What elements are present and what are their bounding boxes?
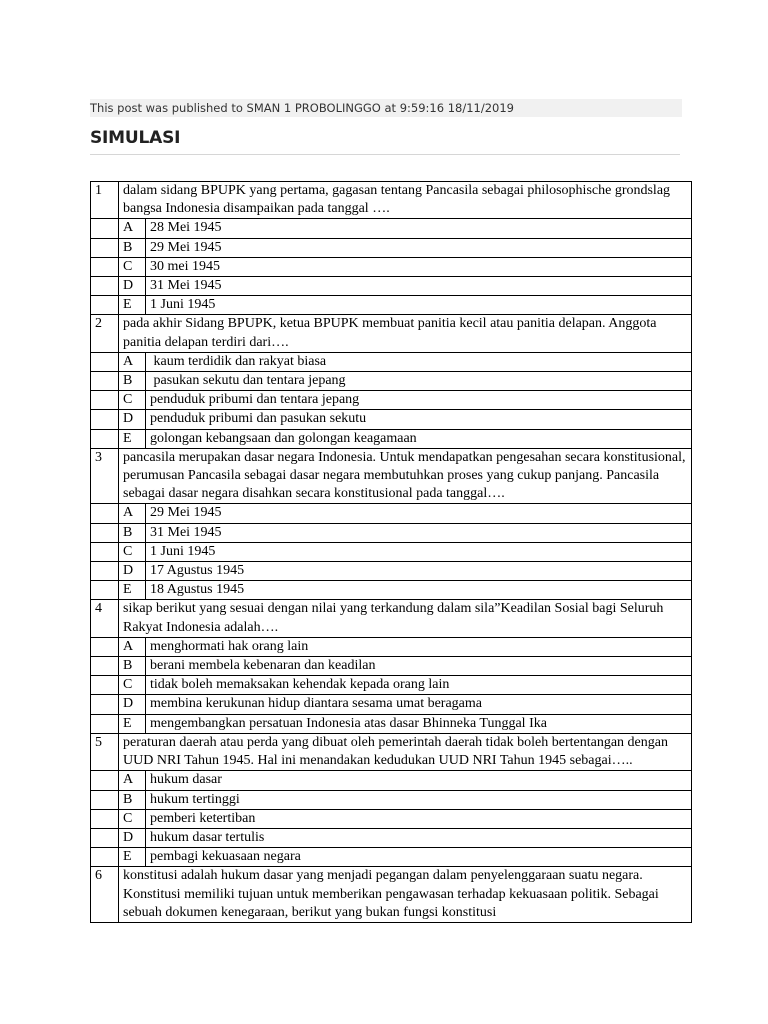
option-row — [91, 257, 692, 276]
question-text: peraturan daerah atau perda yang dibuat oleh pemerintah daerah tidak boleh bertentangan dengan UUD NRI Tahun 1945. Hal ini menandakan kedudukan UUD NRI Tahun 1945 sebagai….. — [119, 733, 692, 770]
option-spacer — [91, 523, 119, 542]
option-row — [91, 848, 692, 867]
option-row — [91, 714, 692, 733]
option-spacer — [91, 391, 119, 410]
option-text: 29 Mei 1945 — [146, 238, 692, 257]
option-letter: D — [119, 410, 146, 429]
option-letter: C — [119, 391, 146, 410]
option-spacer — [91, 257, 119, 276]
option-text: hukum dasar tertulis — [146, 828, 692, 847]
option-text: berani membela kebenaran dan keadilan — [146, 657, 692, 676]
option-spacer — [91, 372, 119, 391]
option-row — [91, 828, 692, 847]
option-letter: D — [119, 828, 146, 847]
option-text: 30 mei 1945 — [146, 257, 692, 276]
option-row — [91, 352, 692, 371]
option-text: 31 Mei 1945 — [146, 277, 692, 296]
option-letter: B — [119, 790, 146, 809]
option-letter: A — [119, 219, 146, 238]
option-letter: B — [119, 238, 146, 257]
option-spacer — [91, 809, 119, 828]
option-text: kaum terdidik dan rakyat biasa — [146, 352, 692, 371]
option-spacer — [91, 542, 119, 561]
option-row — [91, 695, 692, 714]
option-text: penduduk pribumi dan pasukan sekutu — [146, 410, 692, 429]
option-text: pemberi ketertiban — [146, 809, 692, 828]
option-text: tidak boleh memaksakan kehendak kepada orang lain — [146, 676, 692, 695]
question-text: pada akhir Sidang BPUPK, ketua BPUPK membuat panitia kecil atau panitia delapan. Anggota panitia delapan terdiri dari…. — [119, 315, 692, 352]
option-row — [91, 790, 692, 809]
option-row — [91, 391, 692, 410]
questions-table — [90, 181, 692, 923]
option-text: 18 Agustus 1945 — [146, 581, 692, 600]
question-number: 1 — [91, 182, 119, 219]
option-spacer — [91, 277, 119, 296]
question-number: 5 — [91, 733, 119, 770]
option-text: membina kerukunan hidup diantara sesama umat beragama — [146, 695, 692, 714]
option-spacer — [91, 219, 119, 238]
option-letter: A — [119, 771, 146, 790]
option-row — [91, 542, 692, 561]
option-letter: D — [119, 695, 146, 714]
option-text: pasukan sekutu dan tentara jepang — [146, 372, 692, 391]
question-row — [91, 733, 692, 770]
option-row — [91, 504, 692, 523]
question-row — [91, 448, 692, 504]
option-text: penduduk pribumi dan tentara jepang — [146, 391, 692, 410]
option-spacer — [91, 581, 119, 600]
option-spacer — [91, 828, 119, 847]
option-spacer — [91, 657, 119, 676]
option-row — [91, 637, 692, 656]
option-text: 1 Juni 1945 — [146, 542, 692, 561]
option-letter: D — [119, 562, 146, 581]
option-row — [91, 238, 692, 257]
option-row — [91, 410, 692, 429]
option-letter: E — [119, 429, 146, 448]
option-spacer — [91, 695, 119, 714]
option-letter: B — [119, 372, 146, 391]
option-spacer — [91, 848, 119, 867]
option-row — [91, 809, 692, 828]
option-row — [91, 562, 692, 581]
option-spacer — [91, 676, 119, 695]
option-row — [91, 771, 692, 790]
option-letter: B — [119, 523, 146, 542]
question-number: 6 — [91, 867, 119, 923]
option-spacer — [91, 714, 119, 733]
option-letter: D — [119, 277, 146, 296]
option-text: hukum dasar — [146, 771, 692, 790]
question-row — [91, 315, 692, 352]
option-text: hukum tertinggi — [146, 790, 692, 809]
option-text: golongan kebangsaan dan golongan keagamaan — [146, 429, 692, 448]
question-number: 2 — [91, 315, 119, 352]
option-letter: C — [119, 809, 146, 828]
option-spacer — [91, 352, 119, 371]
page-title: SIMULASI — [90, 128, 181, 148]
option-row — [91, 657, 692, 676]
option-spacer — [91, 771, 119, 790]
question-text: sikap berikut yang sesuai dengan nilai yang terkandung dalam sila”Keadilan Sosial bagi Seluruh Rakyat Indonesia adalah…. — [119, 600, 692, 637]
option-letter: C — [119, 676, 146, 695]
option-text: 31 Mei 1945 — [146, 523, 692, 542]
option-spacer — [91, 238, 119, 257]
option-text: pembagi kekuasaan negara — [146, 848, 692, 867]
option-text: 1 Juni 1945 — [146, 296, 692, 315]
option-letter: E — [119, 296, 146, 315]
publish-banner: This post was published to SMAN 1 PROBOLINGGO at 9:59:16 18/11/2019 — [90, 99, 682, 117]
option-row — [91, 296, 692, 315]
question-number: 3 — [91, 448, 119, 504]
question-text: konstitusi adalah hukum dasar yang menjadi pegangan dalam penyelenggaraan suatu negara. Konstitusi memiliki tujuan untuk memberikan pengawasan terhadap kekuasaan politik. Sebagai sebuah dokumen kenegaraan, berikut yang bukan fungsi konstitusi — [119, 867, 692, 923]
question-number: 4 — [91, 600, 119, 637]
option-row — [91, 219, 692, 238]
option-text: menghormati hak orang lain — [146, 637, 692, 656]
option-text: mengembangkan persatuan Indonesia atas dasar Bhinneka Tunggal Ika — [146, 714, 692, 733]
option-row — [91, 676, 692, 695]
option-text: 29 Mei 1945 — [146, 504, 692, 523]
option-letter: E — [119, 848, 146, 867]
question-row — [91, 867, 692, 923]
option-row — [91, 429, 692, 448]
option-row — [91, 523, 692, 542]
question-text: dalam sidang BPUPK yang pertama, gagasan tentang Pancasila sebagai philosophische grondslag bangsa Indonesia disampaikan pada tanggal …. — [119, 182, 692, 219]
option-spacer — [91, 562, 119, 581]
option-letter: E — [119, 581, 146, 600]
option-text: 28 Mei 1945 — [146, 219, 692, 238]
option-spacer — [91, 790, 119, 809]
option-letter: A — [119, 637, 146, 656]
option-text: 17 Agustus 1945 — [146, 562, 692, 581]
option-letter: B — [119, 657, 146, 676]
option-letter: C — [119, 257, 146, 276]
option-spacer — [91, 296, 119, 315]
question-row — [91, 600, 692, 637]
option-letter: A — [119, 352, 146, 371]
option-letter: C — [119, 542, 146, 561]
option-spacer — [91, 637, 119, 656]
option-row — [91, 372, 692, 391]
title-divider — [90, 154, 680, 155]
question-text: pancasila merupakan dasar negara Indonesia. Untuk mendapatkan pengesahan secara konstitusional, perumusan Pancasila sebagai dasar negara membutuhkan proses yang cukup panjang. Pancasila sebagai dasar negara disahkan secara konstitusional pada tanggal…. — [119, 448, 692, 504]
option-spacer — [91, 504, 119, 523]
option-spacer — [91, 410, 119, 429]
option-spacer — [91, 429, 119, 448]
option-row — [91, 277, 692, 296]
option-letter: A — [119, 504, 146, 523]
question-row — [91, 182, 692, 219]
option-letter: E — [119, 714, 146, 733]
option-row — [91, 581, 692, 600]
